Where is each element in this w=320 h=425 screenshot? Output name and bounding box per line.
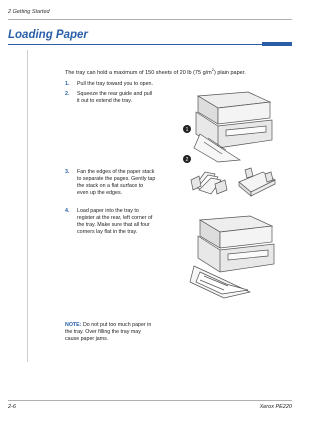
load-paper-illustration: [180, 212, 280, 300]
note-label: NOTE:: [65, 322, 82, 328]
intro-text-before: The tray can hold a maximum of 150 sheets of 20 lb (75 g/m: [65, 69, 212, 76]
step-text: Load paper into the tray to register at the rear, left corner of the tray. Make sure that all four corners lay flat in the tray.: [77, 208, 153, 235]
note: [65, 322, 175, 346]
step-1: [65, 81, 165, 89]
title-accent-bar: [262, 42, 292, 46]
page-title: Loading Paper: [8, 29, 88, 41]
step-text: Squeeze the rear guide and pull it out to extend the tray.: [77, 91, 153, 104]
title-block: [8, 28, 292, 48]
callout-1-label: 1: [185, 127, 189, 133]
step-number: 4.: [65, 208, 70, 214]
product-name: Xerox PE220: [259, 404, 292, 410]
page-number: 2-6: [8, 404, 16, 410]
note-text: Do not put too much paper in the tray. Over filling the tray may cause paper jams.: [65, 322, 152, 342]
margin-rule: [27, 50, 28, 362]
callout-2: [183, 155, 191, 163]
intro-paragraph: [65, 66, 290, 77]
step-4: [65, 208, 175, 238]
step-text: Fan the edges of the paper stack to separate the pages. Gently tap the stack on a flat surface to even up the edges.: [77, 169, 156, 196]
intro-superscript: 2: [211, 67, 214, 72]
footer-rule: [8, 400, 292, 401]
intro-text-after: ) plain paper.: [213, 69, 246, 76]
step-number: 1.: [65, 81, 70, 87]
callout-2-label: 2: [185, 157, 189, 163]
running-header: [8, 6, 292, 20]
header-rule: [8, 19, 292, 20]
step-3: [65, 169, 175, 199]
printer-open-tray-illustration: [178, 88, 278, 163]
title-rule: [8, 44, 292, 45]
step-2: [65, 91, 165, 107]
step-number: 3.: [65, 169, 70, 175]
page-footer: [8, 400, 292, 414]
running-title: 2 Getting Started: [8, 9, 50, 15]
step-text: Pull the tray toward you to open.: [77, 81, 153, 87]
step-number: 2.: [65, 91, 70, 97]
callout-1: [183, 125, 191, 133]
fan-paper-illustration: [185, 166, 277, 200]
